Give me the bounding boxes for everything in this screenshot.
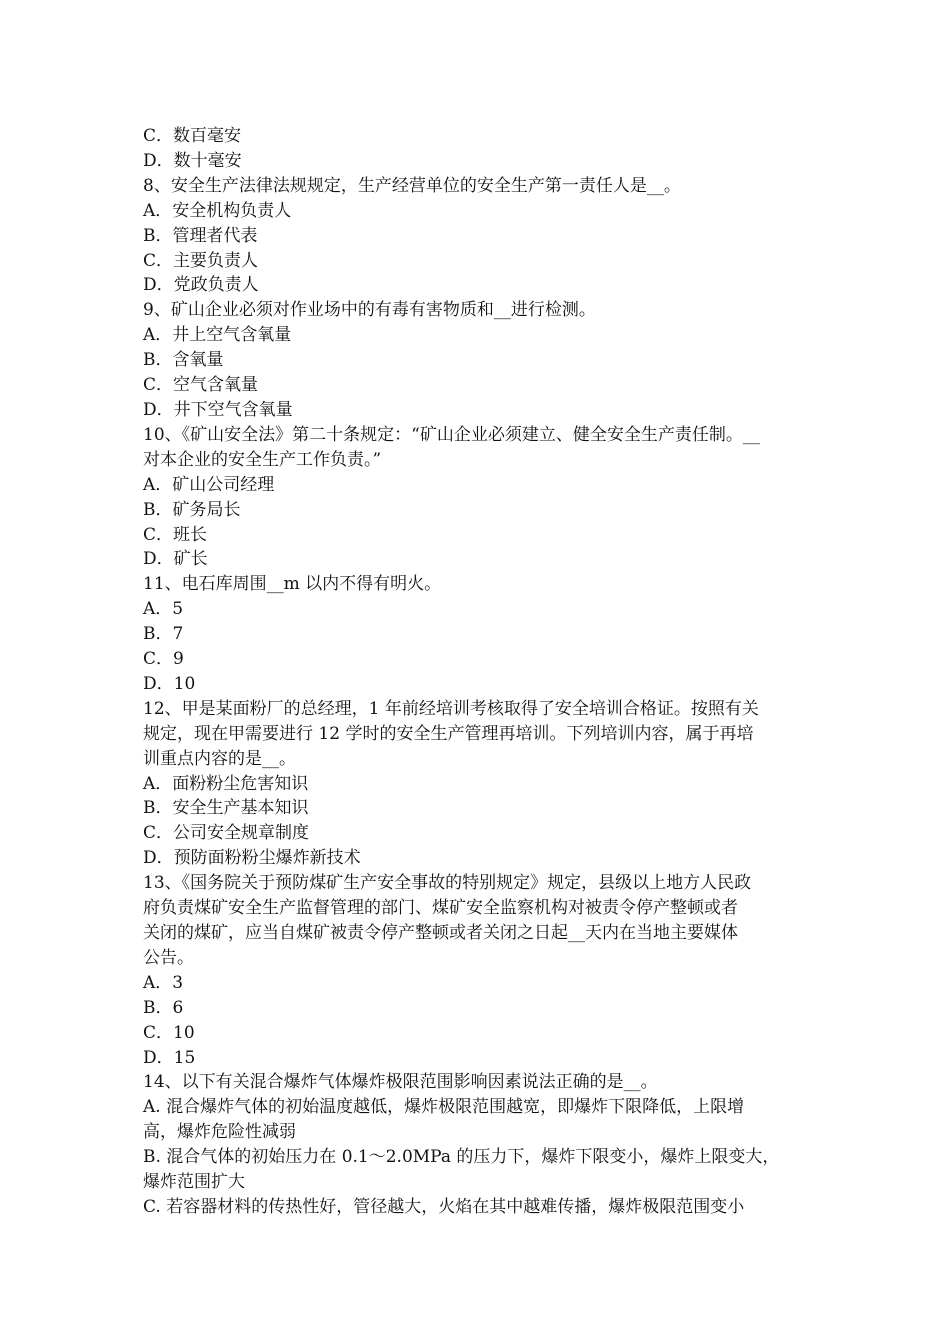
question-12: 12、甲是某面粉厂的总经理，1 年前经培训考核取得了安全培训合格证。按照有关 <box>143 698 759 719</box>
question-12-cont: 训重点内容的是__。 <box>143 748 296 769</box>
option-line: D．矿长 <box>143 549 208 570</box>
option-line: B. 混合气体的初始压力在 0.1～2.0MPa 的压力下，爆炸下限变小，爆炸上限变大， <box>143 1147 780 1168</box>
option-line: D．15 <box>143 1047 196 1068</box>
option-line: B．含氧量 <box>143 350 224 371</box>
option-line: B．矿务局长 <box>143 499 241 520</box>
option-line: D．党政负责人 <box>143 275 259 296</box>
question-13-cont: 府负责煤矿安全生产监督管理的部门、煤矿安全监察机构对被责令停产整顿或者 <box>143 898 738 919</box>
option-line: C．公司安全规章制度 <box>143 823 310 844</box>
option-line: C．班长 <box>143 524 208 545</box>
option-line: A．面粉粉尘危害知识 <box>143 773 309 794</box>
option-line: D．井下空气含氧量 <box>143 399 293 420</box>
option-line-cont: 爆炸范围扩大 <box>143 1172 245 1193</box>
option-line: C．主要负责人 <box>143 250 259 271</box>
option-line: A．3 <box>143 972 184 993</box>
option-line: A. 混合爆炸气体的初始温度越低，爆炸极限范围越宽，即爆炸下限降低，上限增 <box>143 1097 745 1118</box>
option-line: A．矿山公司经理 <box>143 474 275 495</box>
question-10-cont: 对本企业的安全生产工作负责。” <box>143 449 382 470</box>
text-line: D．数十毫安 <box>143 150 242 171</box>
option-line: C．9 <box>143 649 184 670</box>
question-9: 9、矿山企业必须对作业场中的有毒有害物质和__进行检测。 <box>143 300 596 321</box>
option-line: A．安全机构负责人 <box>143 200 292 221</box>
question-13: 13、《国务院关于预防煤矿生产安全事故的特别规定》规定，县级以上地方人民政 <box>143 873 752 894</box>
question-10: 10、《矿山安全法》第二十条规定：“矿山企业必须建立、健全安全生产责任制。__ <box>143 424 760 445</box>
option-line: A．井上空气含氧量 <box>143 325 292 346</box>
question-12-cont: 规定，现在甲需要进行 12 学时的安全生产管理再培训。下列培训内容，属于再培 <box>143 723 754 744</box>
option-line: B．6 <box>143 997 184 1018</box>
option-line: B．安全生产基本知识 <box>143 798 309 819</box>
option-line: C．10 <box>143 1022 195 1043</box>
option-line: D．10 <box>143 673 196 694</box>
option-line: A．5 <box>143 599 184 620</box>
option-line: D．预防面粉粉尘爆炸新技术 <box>143 848 361 869</box>
option-line-cont: 高，爆炸危险性减弱 <box>143 1122 296 1143</box>
document-page <box>143 124 811 1220</box>
question-8: 8、安全生产法律法规规定，生产经营单位的安全生产第一责任人是__。 <box>143 175 681 196</box>
option-line: B．管理者代表 <box>143 225 258 246</box>
question-14: 14、以下有关混合爆炸气体爆炸极限范围影响因素说法正确的是__。 <box>143 1072 658 1093</box>
option-line: B．7 <box>143 624 184 645</box>
option-line: C. 若容器材料的传热性好，管径越大，火焰在其中越难传播，爆炸极限范围变小 <box>143 1196 745 1217</box>
question-11: 11、电石库周围__m 以内不得有明火。 <box>143 574 442 595</box>
question-13-cont: 关闭的煤矿，应当自煤矿被责令停产整顿或者关闭之日起__天内在当地主要媒体 <box>143 923 738 943</box>
question-13-cont: 公告。 <box>143 947 194 968</box>
option-line: C．空气含氧量 <box>143 375 259 396</box>
text-line: C．数百毫安 <box>143 126 242 146</box>
